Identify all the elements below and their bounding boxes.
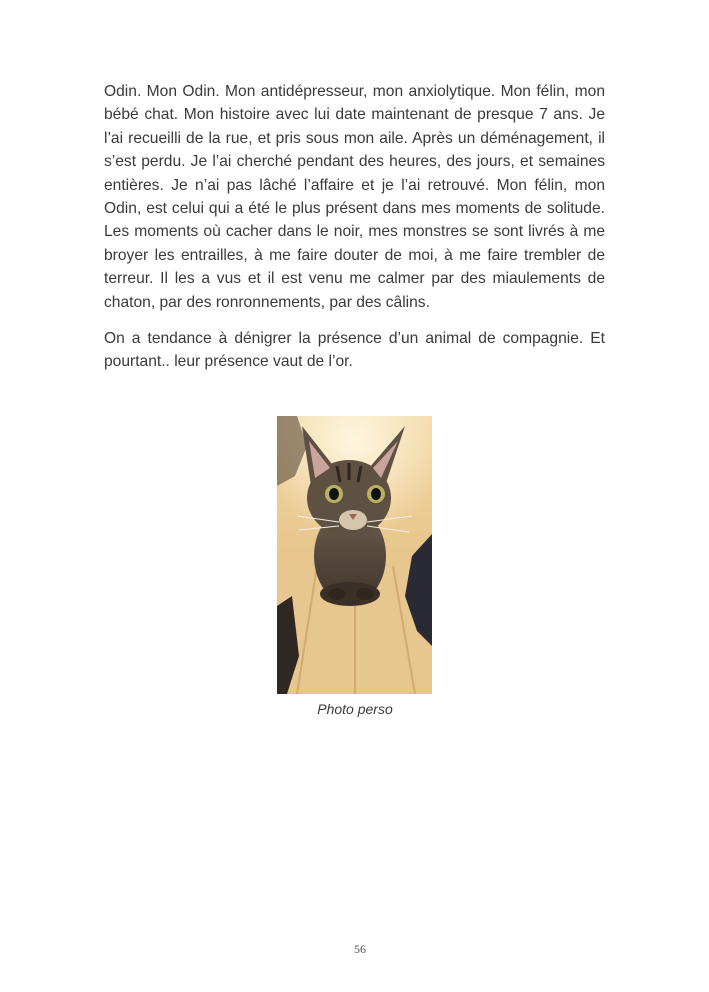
- cat-photo: [277, 416, 432, 694]
- page-number: 56: [354, 942, 366, 956]
- body-text: [104, 80, 605, 387]
- photo-caption: Photo perso: [317, 701, 393, 717]
- paragraph-pet-value: On a tendance à dénigrer la présence d’un animal de compagnie. Et pourtant.. leur présence vaut de l’or.: [104, 330, 605, 371]
- paragraph-odin: Odin. Mon Odin. Mon antidépresseur, mon anxiolytique. Mon félin, mon bébé chat. Mon histoire avec lui date maintenant de presque 7 ans. Je l’ai recueilli de la rue, et pris sous mon aile. Après un déménagement, il s’est perdu. Je l’ai cherché pendant des heures, des jours, et semaines entières. Je n’ai pas lâché l’affaire et je l’ai retrouvé. Mon félin, mon Odin, est celui qui a été le plus présent dans mes moments de solitude. Les moments où cacher dans le noir, mes monstres se sont livrés à me broyer les entrailles, à me faire douter de moi, à me faire trembler de terreur. Il les a vus et il est venu me calmer par des miaulements de chaton, par des ronronnements, par des câlins.: [104, 83, 605, 311]
